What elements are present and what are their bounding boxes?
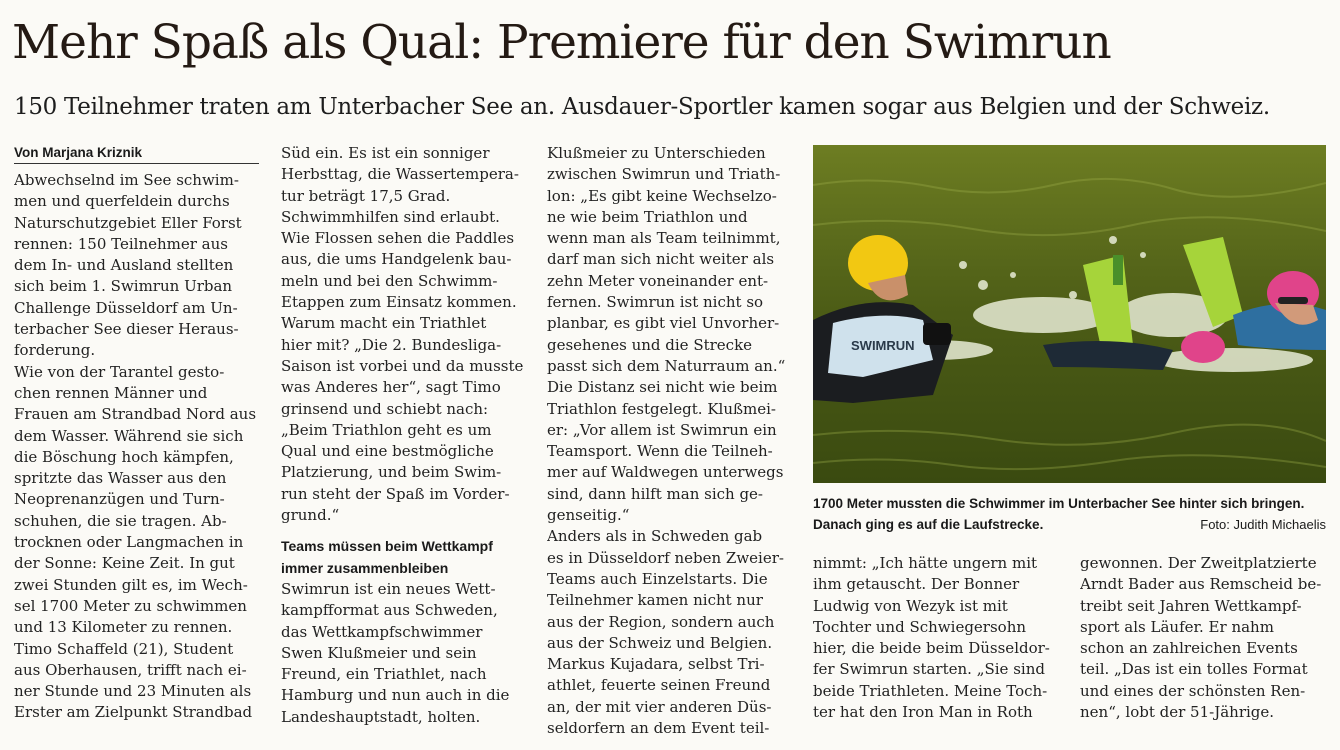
- text-line: trocknen oder Langmachen in: [14, 533, 244, 552]
- column-text: [1080, 553, 1325, 723]
- text-line: forderung.: [14, 341, 96, 360]
- caption-line-2-row: [813, 514, 1326, 535]
- text-line: Freund, ein Triathlet, nach: [281, 665, 487, 684]
- text-line: schuhen, die sie tragen. Ab-: [14, 511, 227, 530]
- text-line: Triathlon festgelegt. Klußmei-: [547, 399, 776, 418]
- text-line: Etappen zum Einsatz kommen.: [281, 293, 517, 312]
- text-line: athlet, feuerte seinen Freund: [547, 676, 771, 695]
- article-column-2: [281, 143, 526, 728]
- photo-credit: Foto: Judith Michaelis: [1200, 517, 1326, 532]
- text-line: kampfformat aus Schweden,: [281, 601, 498, 620]
- column-text: [281, 579, 526, 728]
- text-line: ter hat den Iron Man in Roth: [813, 703, 1033, 722]
- text-line: run steht der Spaß im Vorder-: [281, 484, 510, 503]
- text-line: Swimrun ist ein neues Wett-: [281, 579, 496, 598]
- text-line: Arndt Bader aus Remscheid be-: [1080, 575, 1322, 594]
- text-line: „Beim Triathlon geht es um: [281, 420, 492, 439]
- text-line: Timo Schaffeld (21), Student: [14, 639, 234, 658]
- text-line: grund.“: [281, 506, 340, 525]
- column-text: [813, 553, 1058, 723]
- text-line: grinsend und schiebt nach:: [281, 399, 489, 418]
- text-line: lon: „Es gibt keine Wechselzo-: [547, 186, 777, 205]
- text-line: ihm getauscht. Der Bonner: [813, 575, 1020, 594]
- text-line: meln und bei den Schwimm-: [281, 271, 498, 290]
- text-line: Teamsport. Wenn die Teilneh-: [547, 442, 773, 461]
- text-line: gewonnen. Der Zweitplatzierte: [1080, 554, 1317, 572]
- text-line: Ludwig von Wezyk ist mit: [813, 596, 1008, 615]
- article-photo: [813, 145, 1326, 483]
- text-line: dem In- und Ausland stellten: [14, 256, 234, 275]
- text-line: Warum macht ein Triathlet: [281, 314, 487, 333]
- text-line: Teams müssen beim Wettkampf: [281, 538, 493, 555]
- spacer: [281, 526, 526, 536]
- text-line: zwischen Swimrun und Triath-: [547, 165, 781, 184]
- text-line: Abwechselnd im See schwim-: [14, 171, 239, 189]
- text-line: Schwimmhilfen sind erlaubt.: [281, 207, 500, 226]
- text-line: darf man sich nicht weiter als: [547, 250, 775, 269]
- text-line: Die Distanz sei nicht wie beim: [547, 378, 778, 397]
- text-line: sport als Läufer. Er nahm: [1080, 617, 1274, 636]
- column-text: [281, 143, 526, 526]
- text-line: rennen: 150 Teilnehmer aus: [14, 234, 228, 253]
- caption-line-2: Danach ging es auf die Laufstrecke.: [813, 517, 1044, 532]
- text-line: Saison ist vorbei und da musste: [281, 356, 524, 375]
- text-line: Challenge Düsseldorf am Un-: [14, 298, 238, 317]
- text-line: die Böschung hoch kämpfen,: [14, 447, 234, 466]
- text-line: zehn Meter voneinander ent-: [547, 271, 769, 290]
- text-line: sel 1700 Meter zu schwimmen: [14, 596, 247, 615]
- headline: Mehr Spaß als Qual: Premiere für den Swimrun: [12, 15, 1111, 70]
- text-line: teil. „Das ist ein tolles Format: [1080, 660, 1308, 679]
- text-line: Qual und eine bestmögliche: [281, 442, 494, 461]
- text-line: Tochter und Schwiegersohn: [813, 617, 1027, 636]
- text-line: immer zusammenbleiben: [281, 559, 449, 576]
- text-line: Markus Kujadara, selbst Tri-: [547, 655, 765, 674]
- text-line: nimmt: „Ich hätte ungern mit: [813, 554, 1038, 572]
- text-line: men und querfeldein durchs: [14, 192, 230, 211]
- text-line: chen rennen Männer und: [14, 383, 208, 402]
- bib-text: SWIMRUN: [851, 338, 915, 353]
- text-line: das Wettkampfschwimmer: [281, 622, 483, 641]
- text-line: aus Oberhausen, trifft nach ei-: [14, 660, 247, 679]
- text-line: aus, die ums Handgelenk bau-: [281, 250, 512, 269]
- text-line: fer Swimrun starten. „Sie sind: [813, 660, 1045, 679]
- column-text: [14, 170, 259, 724]
- text-line: Frauen am Strandbad Nord aus: [14, 405, 257, 424]
- text-line: Süd ein. Es ist ein sonniger: [281, 144, 490, 162]
- text-line: sich beim 1. Swimrun Urban: [14, 277, 233, 296]
- text-line: nen“, lobt der 51-Jährige.: [1080, 703, 1275, 722]
- text-line: Hamburg und nun auch in die: [281, 686, 510, 705]
- photo-caption: [813, 493, 1326, 535]
- text-line: Naturschutzgebiet Eller Forst: [14, 213, 242, 232]
- text-line: Anders als in Schweden gab: [547, 527, 763, 546]
- text-line: Platzierung, und beim Swim-: [281, 463, 502, 482]
- text-line: zwei Stunden gilt es, im Wech-: [14, 575, 248, 594]
- text-line: terbacher See dieser Heraus-: [14, 320, 239, 339]
- text-line: mer auf Waldwegen unterwegs: [547, 463, 784, 482]
- text-line: Swen Klußmeier und sein: [281, 643, 477, 662]
- text-line: aus der Region, sondern auch: [547, 612, 775, 631]
- text-line: fernen. Swimrun ist nicht so: [547, 293, 764, 312]
- text-line: es in Düsseldorf neben Zweier-: [547, 548, 784, 567]
- text-line: gesehenes und die Strecke: [547, 335, 753, 354]
- caption-line-1: 1700 Meter mussten die Schwimmer im Unterbacher See hinter sich bringen.: [813, 496, 1305, 511]
- text-line: und eines der schönsten Ren-: [1080, 681, 1306, 700]
- article-column-3: [547, 143, 792, 739]
- text-line: Klußmeier zu Unterschieden: [547, 144, 766, 162]
- text-line: Wie Flossen sehen die Paddles: [281, 229, 515, 248]
- text-line: sind, dann hilft man sich ge-: [547, 484, 763, 503]
- text-line: hier, die beide beim Düsseldor-: [813, 639, 1050, 658]
- text-line: Erster am Zielpunkt Strandbad: [14, 703, 253, 722]
- text-line: tur beträgt 17,5 Grad.: [281, 186, 451, 205]
- text-line: der Sonne: Keine Zeit. In gut: [14, 554, 235, 573]
- text-line: an, der mit vier anderen Düs-: [547, 697, 772, 716]
- text-line: Wie von der Tarantel gesto-: [14, 362, 225, 381]
- text-line: Teilnehmer kamen nicht nur: [547, 591, 763, 610]
- text-line: ne wie beim Triathlon und: [547, 207, 748, 226]
- text-line: genseitig.“: [547, 506, 630, 525]
- text-line: hier mit? „Die 2. Bundesliga-: [281, 335, 502, 354]
- swimmers-photo: [813, 145, 1326, 483]
- text-line: dem Wasser. Während sie sich: [14, 426, 244, 445]
- article-column-1: [14, 143, 259, 724]
- text-line: spritzte das Wasser aus den: [14, 469, 227, 488]
- text-line: Teams auch Einzelstarts. Die: [547, 569, 768, 588]
- text-line: passt sich dem Naturraum an.“: [547, 356, 786, 375]
- text-line: Herbsttag, die Wassertempera-: [281, 165, 519, 184]
- text-line: schon an zahlreichen Events: [1080, 639, 1298, 658]
- text-line: treibt seit Jahren Wettkampf-: [1080, 596, 1302, 615]
- text-line: Neoprenanzügen und Turn-: [14, 490, 225, 509]
- text-line: planbar, es gibt viel Unvorher-: [547, 314, 780, 333]
- text-line: seldorfern an dem Event teil-: [547, 719, 770, 738]
- column-text: [547, 143, 792, 739]
- author-byline: Von Marjana Kriznik: [14, 143, 259, 164]
- article-column-5: [1080, 553, 1325, 723]
- sub-headline: [281, 536, 526, 579]
- text-line: und 13 Kilometer zu rennen.: [14, 618, 233, 637]
- text-line: ner Stunde und 23 Minuten als: [14, 682, 252, 701]
- article-column-4: [813, 553, 1058, 723]
- text-line: was Anderes her“, sagt Timo: [281, 378, 501, 397]
- subline: 150 Teilnehmer traten am Unterbacher See an. Ausdauer-Sportler kamen sogar aus Belgien und der Schweiz.: [14, 94, 1270, 120]
- text-line: aus der Schweiz und Belgien.: [547, 633, 773, 652]
- text-line: Landeshauptstadt, holten.: [281, 707, 481, 726]
- text-line: er: „Vor allem ist Swimrun ein: [547, 420, 777, 439]
- text-line: beide Triathleten. Meine Toch-: [813, 681, 1048, 700]
- text-line: wenn man als Team teilnimmt,: [547, 229, 781, 248]
